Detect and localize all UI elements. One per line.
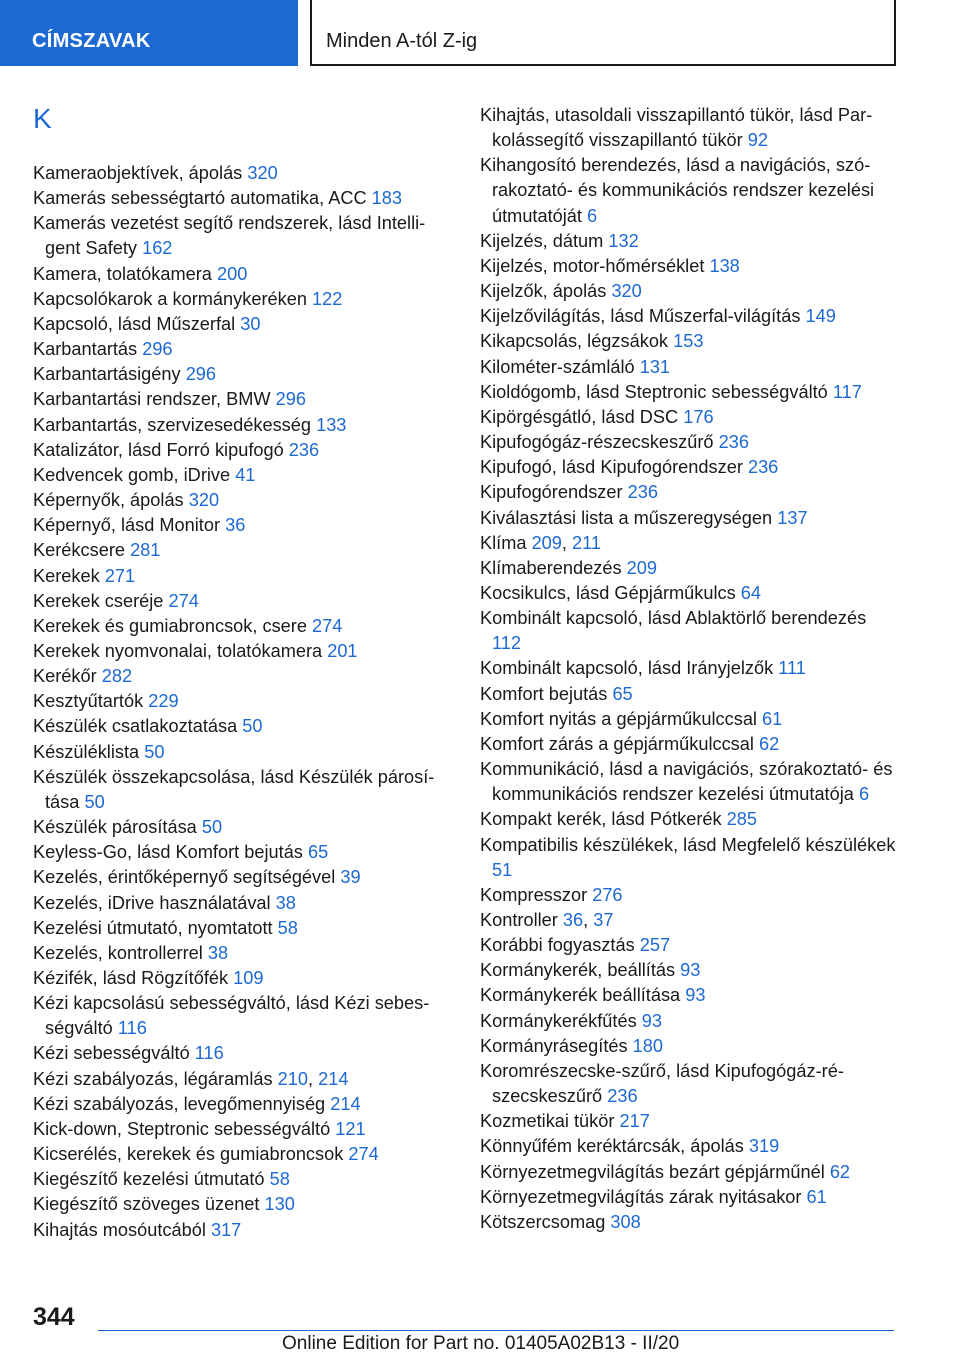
index-entry [480, 757, 900, 807]
index-entry-term: Kerekek cseréje [33, 590, 164, 611]
index-entry-term: Könnyűfém keréktárcsák, ápolás [480, 1136, 744, 1157]
page-link[interactable]: 209 [531, 532, 562, 553]
index-entry: Kézi szabályozás, légáramlás 210, 214 [33, 1068, 349, 1089]
index-entry-term: Kamerás vezetést segítő rendszerek, lásd Intelligent Safety [33, 213, 426, 259]
index-entry-term: Komfort nyitás a gépjárműkulccsal [480, 708, 757, 729]
page-link[interactable]: 65 [612, 683, 633, 704]
index-entry-term: Kézi sebességváltó [33, 1043, 190, 1064]
index-entry-term: Kiválasztási lista a műszeregységen [480, 507, 773, 528]
index-entry [33, 1142, 453, 1167]
footer-edition-text: Online Edition for Part no. 01405A02B13 - II/20 [282, 1333, 680, 1354]
index-entry [480, 1185, 900, 1210]
page-link[interactable]: 320 [247, 163, 278, 183]
page-link[interactable]: 131 [639, 356, 671, 377]
index-entry-term: Környezetmegvilágítás zárak nyitásakor [480, 1186, 802, 1207]
index-entry [33, 765, 453, 815]
index-entry [33, 488, 453, 513]
page-link[interactable]: 236 [627, 482, 658, 503]
index-entry-term: Kioldógomb, lásd Steptronic sebességváltó [480, 381, 828, 402]
index-entry [480, 983, 900, 1008]
index-entry-term: Kompresszor [480, 884, 588, 905]
index-entry-term: Karbantartás, szervizesedékesség [33, 414, 312, 435]
index-entry [480, 229, 900, 254]
index-entry-term: Karbantartási rendszer, BMW [33, 389, 271, 410]
page-link[interactable]: 214 [330, 1093, 361, 1114]
page-link[interactable]: 236 [718, 432, 749, 453]
index-entry [33, 1041, 453, 1066]
page-link[interactable]: 116 [117, 1018, 147, 1039]
index-entry [480, 933, 900, 958]
index-entry-term: Kompakt kerék, lásd Pótkerék [480, 809, 722, 830]
index-entry-term: Kiegészítő szöveges üzenet [33, 1194, 260, 1215]
page-link[interactable]: 36 [225, 515, 246, 536]
index-entry-term: Kozmetikai tükör [480, 1111, 615, 1132]
page-link[interactable]: 93 [685, 985, 706, 1006]
index-entry-term: Keyless-Go, lásd Komfort bejutás [33, 842, 303, 863]
index-entry-term: Kilométer-számláló [480, 356, 635, 377]
page-link[interactable]: 132 [608, 230, 639, 251]
index-entry-term: Kerékcsere [33, 540, 125, 561]
index-entry [480, 279, 900, 304]
index-entry [33, 991, 453, 1041]
index-entry [480, 556, 900, 581]
index-entry [480, 833, 900, 883]
page-link[interactable]: 257 [639, 935, 671, 956]
page-link[interactable]: 180 [632, 1035, 664, 1056]
index-entry [480, 1059, 900, 1109]
index-entry [33, 463, 453, 488]
index-entry [480, 807, 900, 832]
page-link[interactable]: 51 [492, 859, 513, 880]
page-link[interactable]: 117 [832, 381, 862, 402]
index-entry [480, 1009, 900, 1034]
page-link[interactable]: 176 [683, 406, 714, 427]
index-entry-term: Kezelés, iDrive használatával [33, 892, 271, 913]
index-entry [33, 714, 453, 739]
index-entry [480, 581, 900, 606]
page-link[interactable]: 41 [235, 464, 256, 485]
page-link[interactable]: 112 [492, 633, 521, 654]
page-link[interactable]: 109 [233, 968, 264, 988]
page-link[interactable]: 38 [207, 942, 229, 963]
index-entry [480, 1109, 900, 1134]
page-link[interactable]: 274 [312, 615, 343, 636]
page-link[interactable]: 229 [148, 691, 179, 712]
index-entry-term: Kijelzés, dátum [480, 230, 604, 251]
index-entry [33, 1167, 453, 1192]
index-entry-term: Korábbi fogyasztás [480, 935, 635, 956]
index-entry-term: Kompatibilis készülékek, lásd Megfelelő készülékek [480, 834, 896, 855]
page-link[interactable]: 183 [371, 188, 403, 209]
page-link[interactable]: 285 [726, 809, 758, 830]
index-entry [480, 1210, 900, 1235]
page-link[interactable]: 236 [288, 439, 320, 460]
page-link[interactable]: 214 [318, 1068, 349, 1089]
index-entry-term: Kapcsolókarok a kormánykeréken [33, 288, 307, 309]
index-entry-term: Kerekek nyomvonalai, tolatókamera [33, 640, 323, 661]
page-link[interactable]: 133 [316, 414, 347, 435]
index-entry [480, 355, 900, 380]
page-link[interactable]: 276 [592, 884, 623, 905]
index-letter-heading: K [33, 103, 52, 134]
page-link[interactable]: 282 [101, 666, 133, 687]
index-entry [33, 186, 453, 211]
page-link[interactable]: 281 [130, 540, 161, 561]
index-entry [33, 262, 453, 287]
page-link[interactable]: 319 [748, 1136, 780, 1157]
index-entry [33, 564, 453, 589]
page-link[interactable]: 50 [144, 741, 165, 762]
index-entry-term: Kerekek [33, 565, 100, 586]
index-entry-term: Kormánykerékfűtés [480, 1010, 637, 1031]
page-link[interactable]: 296 [275, 389, 306, 410]
index-entry [480, 656, 900, 681]
page-link[interactable]: 211 [572, 532, 602, 553]
index-entry [33, 538, 453, 563]
index-entry [33, 815, 453, 840]
index-entry-term: Készülék párosítása [33, 817, 197, 838]
index-entry-term: Kézi kapcsolású sebességváltó, lásd Kézi sebességváltó [33, 993, 430, 1039]
index-entry-term: Kipufogórendszer [480, 482, 623, 503]
index-column-right [480, 103, 900, 1235]
index-entry-term: Kötszercsomag [480, 1211, 606, 1232]
index-entry-term: Kesztyűtartók [33, 691, 144, 712]
index-entry-term: Kipufogó, lásd Kipufogórendszer [480, 457, 743, 478]
index-entry [480, 958, 900, 983]
index-entry-term: Kamerás sebességtartó automatika, ACC [33, 188, 367, 209]
page-link[interactable]: 162 [142, 238, 173, 259]
index-entry-term: Kikapcsolás, légzsákok [480, 331, 669, 352]
index-entry-term: Koromrészecske-szűrő, lásd Kipufogógáz-részecskeszűrő [480, 1060, 844, 1107]
page-link[interactable]: 201 [327, 640, 358, 661]
index-entry-term: Készülék összekapcsolása, lásd Készülék párosítása [33, 766, 435, 812]
index-entry [33, 513, 453, 538]
index-entry [480, 707, 900, 732]
index-entry [33, 337, 453, 362]
index-entry-term: Karbantartásigény [33, 364, 181, 385]
index-entry [33, 1092, 453, 1117]
page-link[interactable]: 6 [587, 205, 598, 226]
index-entry [480, 254, 900, 279]
index-entry [33, 639, 453, 664]
index-entry-term: Komfort bejutás [480, 683, 608, 704]
index-entry-term: Kipufogógáz-részecskeszűrő [480, 432, 714, 453]
index-entry [33, 589, 453, 614]
page-link[interactable]: 6 [858, 784, 870, 805]
index-entry [33, 941, 453, 966]
page-link[interactable]: 296 [142, 339, 173, 360]
index-entry-term: Kommunikáció, lásd a navigációs, szórakoztató- és kommunikációs rendszer kezelési útmutatója [480, 759, 893, 805]
index-entry [33, 1117, 453, 1142]
index-entry-term: Képernyő, lásd Monitor [33, 515, 221, 536]
page-link[interactable]: 93 [680, 960, 701, 981]
index-entry [480, 153, 900, 228]
index-entry [33, 362, 453, 387]
page-link[interactable]: 320 [188, 490, 220, 511]
index-entry-term: Kezelési útmutató, nyomtatott [33, 917, 273, 938]
index-entry-term: Kormánykerék, beállítás [480, 960, 676, 981]
page-link[interactable]: 317 [210, 1219, 242, 1240]
index-entry-term: Kormánykerék beállítása [480, 985, 681, 1006]
page-link[interactable]: 50 [201, 817, 223, 838]
index-entry [33, 438, 453, 463]
index-entry [480, 1160, 900, 1185]
page-link[interactable]: 296 [185, 364, 217, 385]
index-entry-term: Kézi szabályozás, légáramlás [33, 1068, 273, 1089]
chapter-title-tab[interactable]: Minden A-tól Z-ig [312, 0, 896, 66]
index-entry-term: Készülék csatlakoztatása [33, 716, 238, 737]
index-entry-term: Karbantartás [33, 339, 138, 360]
page-link[interactable]: 38 [275, 892, 296, 913]
page-link[interactable]: 39 [340, 867, 361, 888]
page-link[interactable]: 271 [104, 565, 136, 586]
page-link[interactable]: 121 [335, 1118, 366, 1139]
page-link[interactable]: 137 [777, 507, 808, 528]
index-entry [480, 1034, 900, 1059]
index-entry [33, 387, 453, 412]
index-entry [33, 614, 453, 639]
index-entry [33, 312, 453, 337]
index-entry [33, 966, 453, 991]
page-link[interactable]: 149 [805, 306, 836, 327]
index-entry-term: Komfort zárás a gépjárműkulccsal [480, 733, 754, 754]
index-entry-term: Kerékőr [33, 666, 97, 687]
index-entry-term: Kijelzők, ápolás [480, 281, 607, 302]
index-entry-term: Kijelzés, motor-hőmérséklet [480, 255, 705, 276]
index-entry-term: Kézifék, lásd Rögzítőfék [33, 968, 229, 988]
index-entry-term: Kombinált kapcsoló, lásd Irányjelzők [480, 658, 774, 679]
index-entry [480, 430, 900, 455]
page-link[interactable]: 130 [264, 1194, 295, 1215]
index-entry-term: Kihajtás mosóutcából [33, 1219, 206, 1240]
page-link[interactable]: 217 [619, 1111, 650, 1132]
index-list-right [480, 103, 900, 1235]
page-link[interactable]: 122 [312, 288, 343, 309]
index-entry [33, 1218, 453, 1243]
index-entry-term: Kick-down, Steptronic sebességváltó [33, 1118, 331, 1139]
index-entry-term: Klímaberendezés [480, 557, 622, 578]
index-column-left [33, 103, 453, 1243]
index-entry [480, 1134, 900, 1159]
index-entry [33, 211, 453, 261]
page-link[interactable]: 236 [747, 457, 779, 478]
index-entry [480, 606, 900, 656]
index-entry-term: Klíma [480, 532, 527, 553]
page-link[interactable]: 209 [626, 557, 657, 578]
page-link[interactable]: 50 [242, 716, 263, 737]
index-entry-term: Kerekek és gumiabroncsok, csere [33, 615, 307, 636]
index-entry [33, 689, 453, 714]
index-entry [480, 380, 900, 405]
page-link[interactable]: 200 [217, 263, 248, 284]
index-entry-term: Kameraobjektívek, ápolás [33, 163, 243, 183]
page-link[interactable]: 50 [84, 791, 105, 812]
index-entry-term: Kamera, tolatókamera [33, 263, 212, 284]
index-entry [33, 1192, 453, 1217]
section-tab[interactable]: CÍMSZAVAK [0, 0, 298, 66]
page-link[interactable]: 93 [641, 1010, 662, 1031]
index-entry-term: Kormányrásegítés [480, 1035, 628, 1056]
index-entry-term: Környezetmegvilágítás bezárt gépjárműnél [480, 1161, 825, 1182]
page-link[interactable]: 58 [277, 917, 298, 938]
page-link[interactable]: 308 [610, 1211, 641, 1232]
index-entry: Klíma 209, 211 [480, 532, 602, 553]
index-entry [33, 161, 453, 186]
page-link[interactable]: 92 [747, 130, 769, 151]
page-link[interactable]: 61 [806, 1186, 827, 1207]
index-entry-term: Kiegészítő kezelési útmutató [33, 1169, 265, 1190]
index-entry [33, 840, 453, 865]
index-entry-term: Kezelés, érintőképernyő segítségével [33, 867, 336, 888]
index-entry-term: Kipörgésgátló, lásd DSC [480, 406, 679, 427]
index-entry [480, 506, 900, 531]
page-link[interactable]: 210 [277, 1068, 309, 1089]
index-entry [33, 865, 453, 890]
index-entry [480, 883, 900, 908]
index-entry [480, 304, 900, 329]
index-entry [480, 455, 900, 480]
index-entry-term: Katalizátor, lásd Forró kipufogó [33, 439, 284, 460]
index-entry-term: Kombinált kapcsoló, lásd Ablaktörlő berendezés [480, 608, 867, 629]
page-link[interactable]: 320 [611, 281, 642, 302]
index-entry [33, 664, 453, 689]
index-entry-term: Kihangosító berendezés, lásd a navigációs, szórakoztató- és kommunikációs rendszer kezelési útmutatóját [480, 155, 875, 226]
page-link[interactable]: 65 [307, 842, 329, 863]
page-link[interactable]: 236 [607, 1086, 638, 1107]
index-entry [480, 682, 900, 707]
index-entry [480, 480, 900, 505]
index-entry-term: Képernyők, ápolás [33, 490, 184, 511]
index-entry [480, 103, 900, 153]
page-link[interactable]: 30 [240, 313, 261, 334]
page-link[interactable]: 111 [778, 658, 806, 679]
page-link[interactable]: 58 [269, 1169, 290, 1190]
index-entry [33, 413, 453, 438]
page-link[interactable]: 274 [168, 590, 199, 611]
index-entry [480, 329, 900, 354]
index-entry [33, 287, 453, 312]
page-link[interactable]: 116 [194, 1043, 224, 1064]
page-link[interactable]: 62 [759, 733, 780, 754]
page-link[interactable]: 62 [829, 1161, 851, 1182]
index-entry-term: Kapcsoló, lásd Műszerfal [33, 313, 236, 334]
page-link[interactable]: 37 [593, 910, 614, 930]
index-entry [480, 732, 900, 757]
index-entry-term: Kezelés, kontrollerrel [33, 942, 203, 963]
index-entry: Kontroller 36, 37 [480, 910, 614, 930]
page-link[interactable]: 138 [709, 255, 740, 276]
page-link[interactable]: 274 [348, 1144, 379, 1165]
page-link[interactable]: 61 [762, 708, 783, 729]
page-link[interactable]: 36 [562, 910, 584, 930]
page-number: 344 [33, 1303, 75, 1331]
footer-rule [98, 1330, 894, 1331]
index-entry [480, 405, 900, 430]
index-entry-term: Kijelzővilágítás, lásd Műszerfal-világítás [480, 306, 801, 327]
index-entry-term: Készüléklista [33, 741, 140, 762]
index-entry-term: Kedvencek gomb, iDrive [33, 464, 231, 485]
index-entry [33, 891, 453, 916]
index-entry-term: Kocsikulcs, lásd Gépjárműkulcs [480, 582, 736, 603]
header [0, 0, 960, 66]
page-link[interactable]: 153 [673, 331, 704, 352]
index-entry-term: Kicserélés, kerekek és gumiabroncsok [33, 1144, 344, 1165]
index-entry-term: Kontroller [480, 910, 558, 930]
index-entry-term: Kézi szabályozás, levegőmennyiség [33, 1093, 326, 1114]
index-list-left [33, 161, 453, 1243]
index-entry [33, 740, 453, 765]
page-link[interactable]: 64 [740, 582, 762, 603]
index-entry-term: Kihajtás, utasoldali visszapillantó tükör, lásd Parkolássegítő visszapillantó tükör [480, 105, 873, 151]
index-entry [33, 916, 453, 941]
